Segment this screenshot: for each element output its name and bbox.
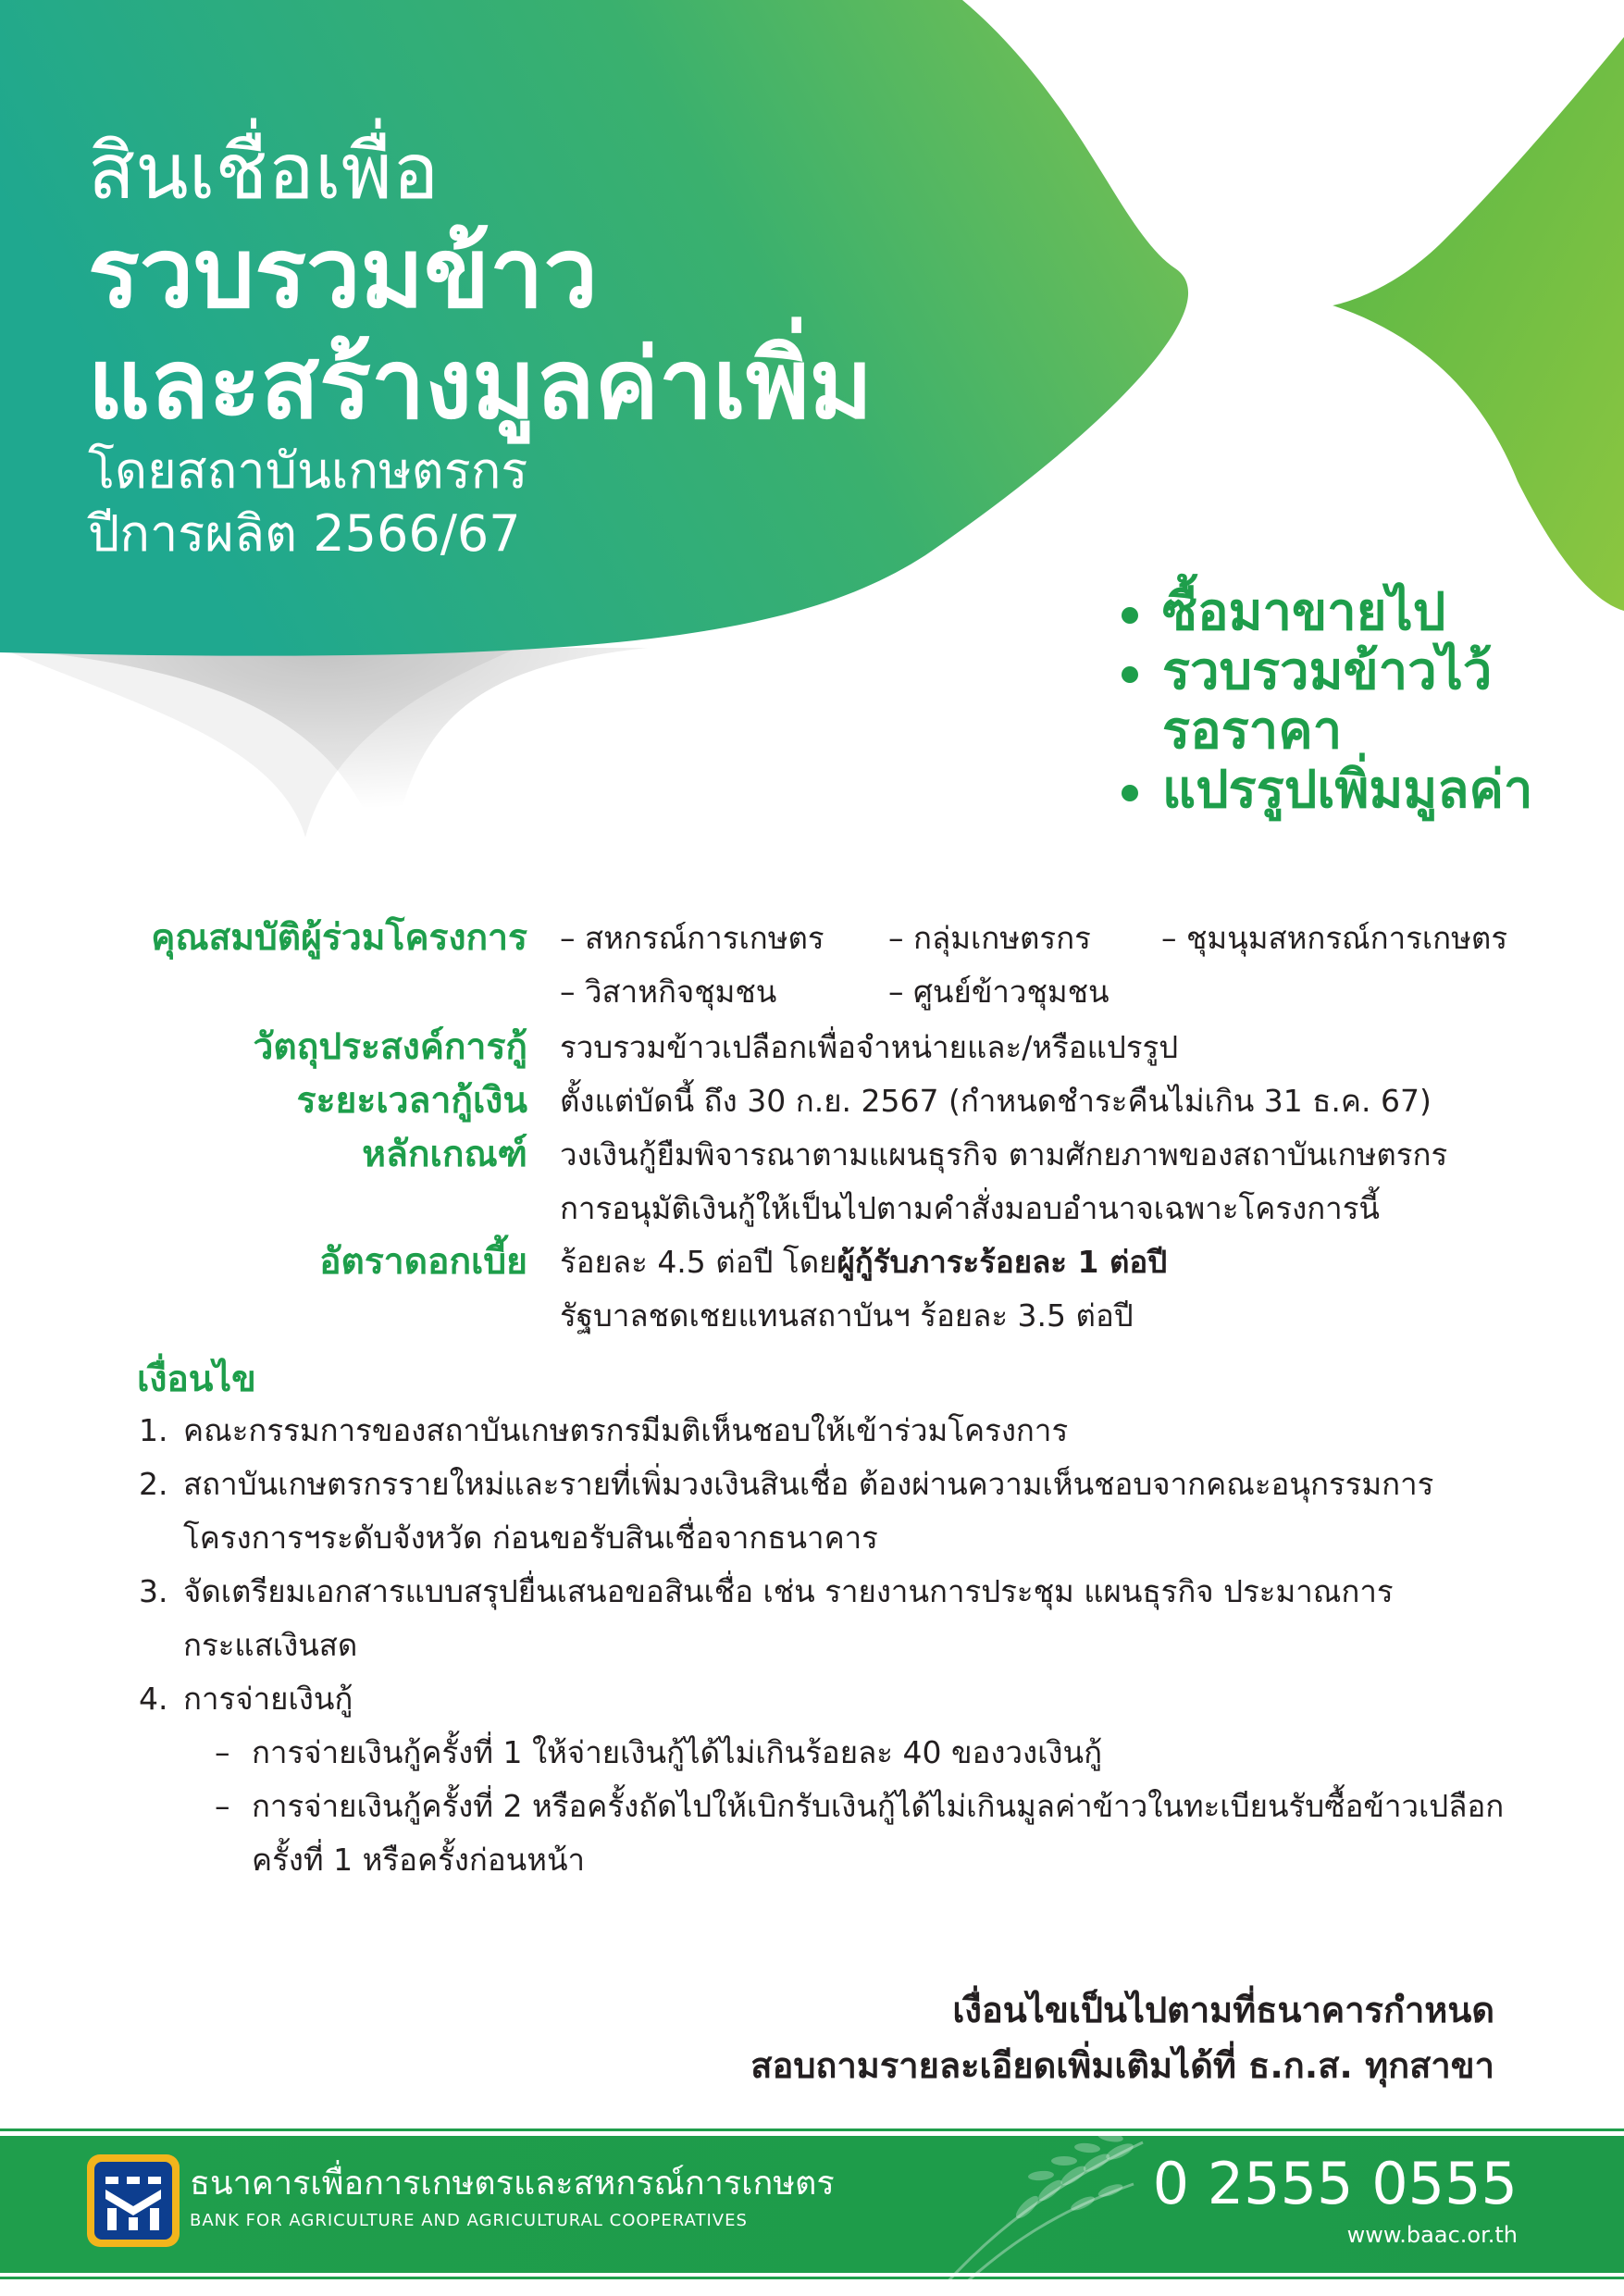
spec-value: รัฐบาลชดเชยแทนสถาบันฯ ร้อยละ 3.5 ต่อปี [560,1297,1134,1334]
conditions-list [139,1404,1582,1887]
condition-item: 4. การจ่ายเงินกู้ [139,1681,353,1717]
condition-item: 1. คณะกรรมการของสถาบันเกษตรกรมีมติเห็นชอบให้เข้าร่วมโครงการ [139,1412,1069,1448]
bullet-item: รวบรวมข้าวไว้ รอราคา [1120,642,1601,761]
qualification-item: – ชุมนุมสหกรณ์การเกษตร [1161,920,1508,956]
condition-item: 3. จัดเตรียมเอกสารแบบสรุปยื่นเสนอขอสินเชื่อ เช่น รายงานการประชุม แผนธุรกิจ ประมาณการ กระแสเงินสด [139,1573,1394,1663]
condition-subitem: – การจ่ายเงินกู้ครั้งที่ 2 หรือครั้งถัดไปให้เบิกรับเงินกู้ได้ไม่เกินมูลค่าข้าวในทะเบียนรับซื้อข้าวเปลือก ครั้งที่ 1 หรือครั้งก่อนหน้า [215,1788,1505,1878]
bank-name-en: BANK FOR AGRICULTURE AND AGRICULTURAL COOPERATIVES [190,2211,748,2230]
spec-value: การอนุมัติเงินกู้ให้เป็นไปตามคำสั่งมอบอำนาจเฉพาะโครงการนี้ [560,1190,1380,1226]
spec-purpose [0,1021,1624,1074]
bullet-item: แปรรูปเพิ่มมูลค่า [1120,761,1601,820]
spec-label: ระยะเวลากู้เงิน [296,1080,527,1122]
spec-value: วงเงินกู้ยืมพิจารณาตามแผนธุรกิจ ตามศักยภาพของสถาบันเกษตรกร [560,1136,1448,1173]
hero-line-1: สินเชื่อเพื่อ [88,126,440,217]
spec-period [0,1074,1624,1128]
conditions-heading: เงื่อนไข [137,1359,256,1400]
contact-phone: 0 2555 0555 [1152,2150,1518,2217]
spec-interest [0,1235,1624,1343]
spec-value: รวบรวมข้าวเปลือกเพื่อจำหน่ายและ/หรือแปรรูป [560,1029,1179,1065]
specs-section [0,912,1624,1343]
condition-item: 2. สถาบันเกษตรกรรายใหม่และรายที่เพิ่มวงเงินสินเชื่อ ต้องผ่านความเห็นชอบจากคณะอนุกรรมการ โครงการฯระดับจังหวัด ก่อนขอรับสินเชื่อจากธนาคาร [139,1466,1434,1556]
hero-line-3: และสร้างมูลค่าเพิ่ม [88,328,874,441]
qualification-item: – กลุ่มเกษตรกร [888,920,1091,956]
hero-line-2: รวบรวมข้าว [88,217,598,329]
rice-stalk-icon [935,2124,1147,2290]
qualification-item: – สหกรณ์การเกษตร [560,920,824,956]
bullet-item: ซื้อมาขายไป [1120,583,1601,642]
qualification-item: – วิสาหกิจชุมชน [560,974,777,1010]
spec-label: วัตถุประสงค์การกู้ [253,1026,527,1068]
baac-logo-icon [85,2153,181,2249]
spec-value: ตั้งแต่บัดนี้ ถึง 30 ก.ย. 2567 (กำหนดชำระคืนไม่เกิน 31 ธ.ค. 67) [560,1083,1432,1119]
spec-criteria [0,1128,1624,1235]
spec-qualifications [0,912,1624,1021]
footnote [750,1982,1494,2093]
spec-label: อัตราดอกเบี้ย [319,1241,527,1283]
footnote-line: สอบถามรายละเอียดเพิ่มเติมได้ที่ ธ.ก.ส. ทุกสาขา [750,2045,1494,2086]
feature-bullets [1120,583,1601,820]
website-link[interactable]: www.baac.or.th [1346,2222,1518,2248]
bank-name [190,2161,835,2235]
bank-name-th: ธนาคารเพื่อการเกษตรและสหกรณ์การเกษตร [190,2165,835,2203]
hero-line-4: โดยสถาบันเกษตรกร [88,441,528,500]
hero-title-block [88,125,873,565]
qualification-list [560,912,1596,1019]
spec-label: คุณสมบัติผู้ร่วมโครงการ [151,917,527,959]
condition-subitem: – การจ่ายเงินกู้ครั้งที่ 1 ให้จ่ายเงินกู้ได้ไม่เกินร้อยละ 40 ของวงเงินกู้ [215,1734,1103,1770]
spec-value-bold: ผู้กู้รับภาระร้อยละ 1 ต่อปี [837,1244,1168,1280]
hero-line-5: ปีการผลิต 2566/67 [88,504,521,563]
spec-value: ร้อยละ 4.5 ต่อปี โดย [560,1244,837,1280]
spec-label: หลักเกณฑ์ [362,1134,527,1175]
qualification-item: – ศูนย์ข้าวชุมชน [888,974,1110,1010]
footnote-line: เงื่อนไขเป็นไปตามที่ธนาคารกำหนด [952,1990,1494,2030]
